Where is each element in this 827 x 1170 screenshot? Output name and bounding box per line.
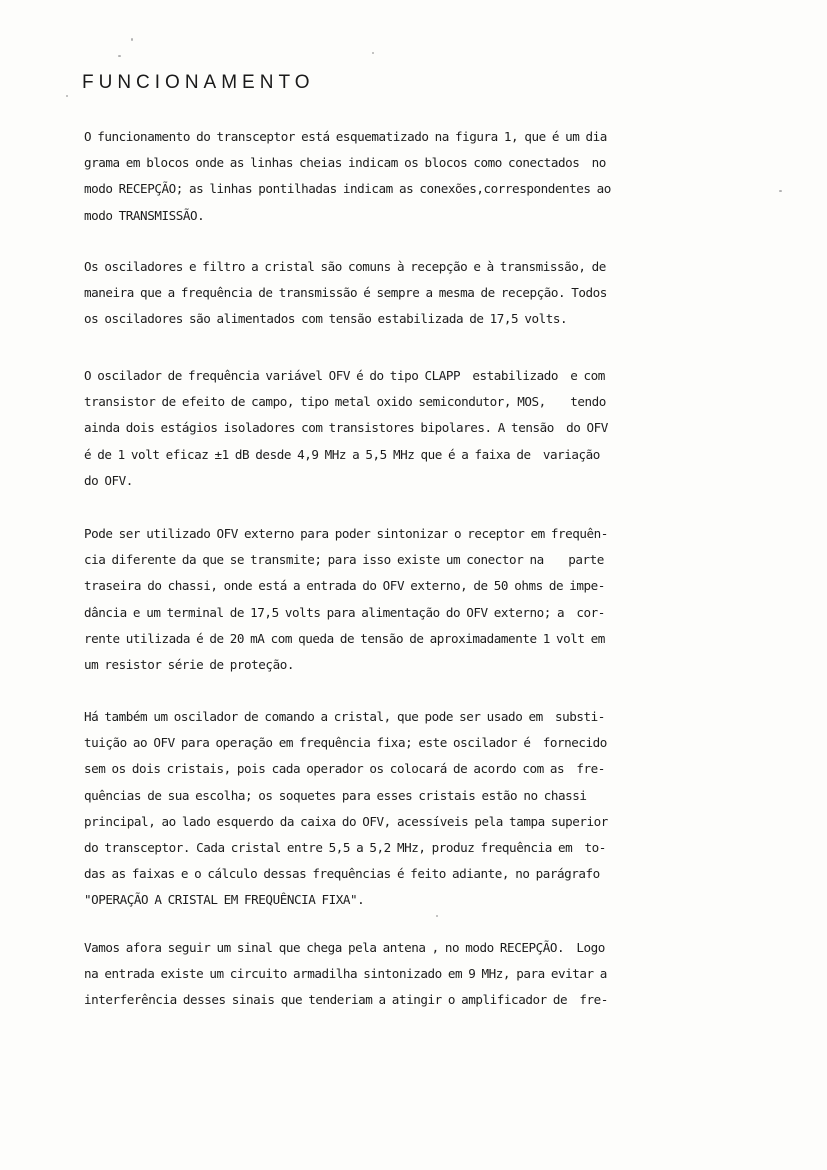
paragraph: [84, 363, 754, 494]
page-title: FUNCIONAMENTO: [82, 72, 315, 93]
paragraph: [84, 521, 754, 678]
text-line: um resistor série de proteção.: [84, 657, 294, 673]
paragraph: [84, 935, 754, 1014]
text-line: Vamos afora seguir um sinal que chega pela antena , no modo RECEPÇÃO. Logo: [84, 940, 605, 955]
text-line: O oscilador de frequência variável OFV é do tipo CLAPP estabilizado e com: [84, 368, 605, 383]
text-line: maneira que a frequência de transmissão é sempre a mesma de recepção. Todos: [84, 285, 607, 301]
text-line: traseira do chassi, onde está a entrada do OFV externo, de 50 ohms de impe-: [84, 578, 605, 594]
text-line: sem os dois cristais, pois cada operador os colocará de acordo com as fre-: [84, 761, 605, 777]
scan-speck: [66, 95, 68, 97]
paragraph: [84, 124, 754, 229]
text-line: "OPERAÇÃO A CRISTAL EM FREQUÊNCIA FIXA".: [84, 892, 365, 908]
scan-speck: [118, 55, 121, 57]
text-line: quências de sua escolha; os soquetes para esses cristais estão no chassi: [84, 787, 587, 803]
text-line: cia diferente da que se transmite; para isso existe um conector na parte: [84, 552, 604, 568]
text-line: O funcionamento do transceptor está esquematizado na figura 1, que é um dia: [84, 129, 607, 144]
scan-speck: [436, 915, 438, 917]
paragraph: [84, 254, 754, 333]
text-line: dância e um terminal de 17,5 volts para alimentação do OFV externo; a cor-: [84, 604, 605, 620]
text-line: na entrada existe um circuito armadilha sintonizado em 9 MHz, para evitar a: [84, 966, 607, 982]
text-line: do OFV.: [84, 472, 133, 488]
scan-speck: [372, 52, 374, 54]
text-line: os osciladores são alimentados com tensão estabilizada de 17,5 volts.: [84, 311, 568, 327]
text-line: modo TRANSMISSÃO.: [84, 207, 205, 223]
text-line: é de 1 volt eficaz ±1 dB desde 4,9 MHz a 5,5 MHz que é a faixa de variação: [84, 446, 600, 462]
text-line: rente utilizada é de 20 mA com queda de tensão de aproximadamente 1 volt em: [84, 630, 605, 646]
text-line: tuição ao OFV para operação em frequência fixa; este oscilador é fornecido: [84, 735, 607, 751]
text-line: Pode ser utilizado OFV externo para poder sintonizar o receptor em frequên-: [84, 526, 608, 541]
scan-speck: [131, 38, 133, 41]
text-line: ainda dois estágios isoladores com transistores bipolares. A tensão do OFV: [84, 420, 608, 436]
text-line: interferência desses sinais que tenderiam a atingir o amplificador de fre-: [84, 992, 608, 1008]
text-line: principal, ao lado esquerdo da caixa do OFV, acessíveis pela tampa superior: [84, 813, 608, 829]
text-line: Os osciladores e filtro a cristal são comuns à recepção e à transmissão, de: [84, 259, 606, 274]
scan-speck: [779, 190, 782, 192]
paragraph: [84, 704, 754, 914]
text-line: grama em blocos onde as linhas cheias indicam os blocos como conectados no: [84, 155, 606, 171]
text-line: modo RECEPÇÃO; as linhas pontilhadas indicam as conexões,correspondentes ao: [84, 181, 611, 197]
text-line: das as faixas e o cálculo dessas frequências é feito adiante, no parágrafo: [84, 866, 600, 882]
text-line: Há também um oscilador de comando a cristal, que pode ser usado em substi-: [84, 709, 605, 724]
text-line: transistor de efeito de campo, tipo metal oxido semicondutor, MOS, tendo: [84, 394, 606, 410]
text-line: do transceptor. Cada cristal entre 5,5 a 5,2 MHz, produz frequência em to-: [84, 840, 606, 856]
